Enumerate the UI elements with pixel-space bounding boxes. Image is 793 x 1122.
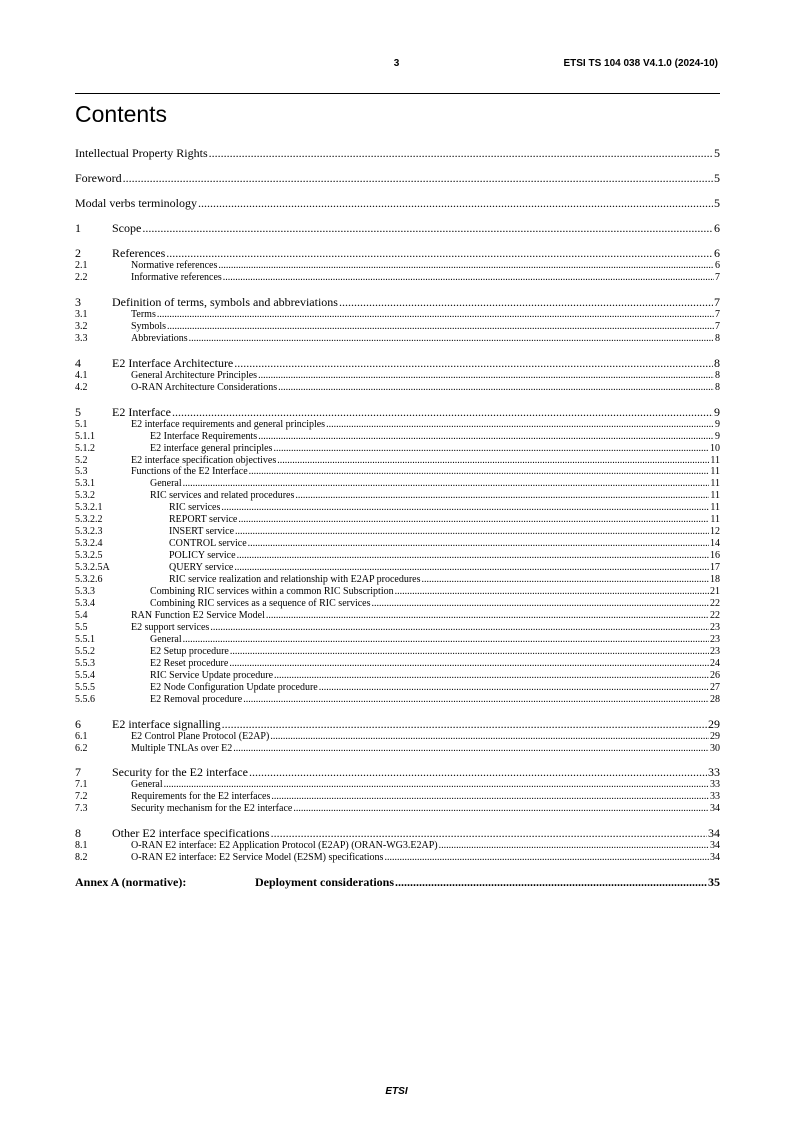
toc-entry-title: Security for the E2 interface — [112, 765, 248, 780]
toc-entry[interactable] — [75, 443, 720, 455]
toc-entry-page: 34 — [708, 826, 720, 841]
toc-entry-title: O-RAN E2 interface: E2 Service Model (E2SM) specifications — [131, 852, 384, 864]
toc-entry-page: 8 — [715, 332, 720, 344]
toc-entry-title: QUERY service — [169, 562, 234, 574]
toc-entry[interactable] — [75, 260, 720, 272]
toc-entry-page: 33 — [708, 765, 720, 780]
toc-dot-leader — [238, 514, 709, 526]
toc-entry-number: 4.1 — [75, 369, 88, 381]
toc-dot-leader — [273, 443, 709, 455]
toc-entry-title: Combining RIC services within a common RIC Subscription — [150, 586, 394, 598]
toc-entry-page: 7 — [715, 308, 720, 320]
toc-entry-number: 3.2 — [75, 320, 88, 332]
toc-dot-leader — [142, 221, 713, 235]
toc-entry-number: 5.5.4 — [75, 669, 95, 681]
toc-dot-leader — [230, 646, 709, 658]
toc-entry[interactable] — [75, 514, 720, 526]
toc-entry-title: E2 interface general principles — [150, 442, 273, 454]
toc-entry[interactable] — [75, 743, 720, 755]
toc-entry-number: Annex A (normative): — [75, 875, 187, 890]
toc-entry-title: E2 Removal procedure — [150, 693, 243, 705]
toc-dot-leader — [395, 586, 709, 598]
toc-entry-page: 34 — [710, 803, 720, 815]
toc-entry-title: Foreword — [75, 171, 122, 185]
toc-entry-number: 7.2 — [75, 791, 88, 803]
toc-dot-leader — [295, 490, 709, 502]
toc-entry[interactable] — [75, 171, 720, 185]
toc-entry-title: Security mechanism for the E2 interface — [131, 803, 293, 815]
toc-dot-leader — [183, 478, 710, 490]
toc-dot-leader — [235, 526, 709, 538]
toc-entry-number: 5.5 — [75, 621, 88, 633]
toc-dot-leader — [249, 765, 707, 779]
toc-entry-page: 9 — [714, 404, 720, 419]
toc-dot-leader — [234, 562, 709, 574]
toc-entry-title: CONTROL service — [169, 538, 247, 550]
toc-entry-page: 11 — [710, 454, 720, 466]
toc-entry[interactable] — [75, 526, 720, 538]
toc-entry-page: 7 — [715, 271, 720, 283]
toc-entry-title: E2 Interface Requirements — [150, 430, 258, 442]
toc-entry-number: 5.5.5 — [75, 681, 95, 693]
toc-dot-leader — [249, 466, 710, 478]
toc-entry[interactable] — [75, 405, 720, 419]
toc-entry[interactable] — [75, 272, 720, 284]
toc-entry-number: 5.5.2 — [75, 645, 95, 657]
toc-dot-leader — [293, 803, 709, 815]
toc-entry[interactable] — [75, 875, 720, 889]
toc-entry[interactable] — [75, 694, 720, 706]
toc-entry[interactable] — [75, 610, 720, 622]
toc-entry-number: 5.1.2 — [75, 442, 95, 454]
toc-entry-title: Modal verbs terminology — [75, 196, 197, 210]
toc-entry-number: 2 — [75, 246, 81, 260]
table-of-contents — [75, 146, 720, 889]
toc-dot-leader — [384, 852, 709, 864]
toc-entry[interactable] — [75, 321, 720, 333]
toc-dot-leader — [237, 550, 709, 562]
toc-entry[interactable] — [75, 466, 720, 478]
toc-dot-leader — [234, 356, 713, 370]
toc-dot-leader — [270, 731, 709, 743]
toc-entry-page: 22 — [710, 597, 720, 609]
toc-entry-title: General — [131, 779, 163, 791]
toc-dot-leader — [183, 634, 709, 646]
toc-entry-title: RIC services — [169, 502, 221, 514]
toc-entry-page: 14 — [710, 538, 720, 550]
toc-entry-page: 21 — [710, 586, 720, 598]
toc-entry-number: 3.3 — [75, 332, 88, 344]
toc-entry-title: RAN Function E2 Service Model — [131, 609, 265, 621]
toc-entry-title: E2 Node Configuration Update procedure — [150, 681, 318, 693]
toc-dot-leader — [274, 670, 709, 682]
toc-entry[interactable] — [75, 717, 720, 731]
toc-entry-page: 34 — [710, 852, 720, 864]
toc-entry-number: 5.3.2.2 — [75, 514, 103, 526]
toc-dot-leader — [271, 826, 707, 840]
toc-entry-page: 5 — [714, 171, 720, 185]
toc-entry[interactable] — [75, 562, 720, 574]
toc-entry-title: Definition of terms, symbols and abbreviations — [112, 294, 338, 309]
toc-entry-page: 24 — [710, 657, 720, 669]
toc-entry[interactable] — [75, 765, 720, 779]
toc-dot-leader — [167, 321, 714, 333]
toc-entry[interactable] — [75, 382, 720, 394]
toc-entry[interactable] — [75, 658, 720, 670]
toc-entry-title: Symbols — [131, 320, 167, 332]
toc-entry-page: 34 — [710, 840, 720, 852]
toc-entry-title: O-RAN E2 interface: E2 Application Protocol (E2AP) (ORAN-WG3.E2AP) — [131, 840, 438, 852]
toc-entry-title: Requirements for the E2 interfaces — [131, 791, 271, 803]
toc-entry-number: 5.4 — [75, 609, 88, 621]
toc-entry-title: INSERT service — [169, 526, 235, 538]
toc-entry-page: 29 — [710, 730, 720, 742]
toc-entry-page: 5 — [714, 146, 720, 160]
toc-entry-number: 7.3 — [75, 803, 88, 815]
toc-entry[interactable] — [75, 550, 720, 562]
toc-entry-title: E2 Control Plane Protocol (E2AP) — [131, 730, 270, 742]
toc-dot-leader — [166, 246, 713, 260]
toc-entry-title: Other E2 interface specifications — [112, 826, 270, 841]
toc-entry-number: 5.3 — [75, 466, 88, 478]
toc-entry-title: E2 interface signalling — [112, 716, 221, 731]
toc-entry-number: 5.3.2 — [75, 490, 95, 502]
toc-entry[interactable] — [75, 309, 720, 321]
toc-dot-leader — [278, 382, 714, 394]
toc-entry-number: 5.5.1 — [75, 633, 95, 645]
toc-entry[interactable] — [75, 622, 720, 634]
toc-entry-number: 5.5.3 — [75, 657, 95, 669]
toc-entry[interactable] — [75, 490, 720, 502]
toc-dot-leader — [221, 502, 709, 514]
toc-dot-leader — [248, 538, 709, 550]
toc-entry-number: 5.5.6 — [75, 693, 95, 705]
toc-entry-number: 2.2 — [75, 271, 88, 283]
toc-entry-title: General — [150, 478, 182, 490]
toc-entry-page: 10 — [710, 442, 720, 454]
toc-entry-page: 12 — [710, 526, 720, 538]
toc-entry-page: 5 — [714, 196, 720, 210]
toc-dot-leader — [258, 370, 714, 382]
toc-entry-number: 1 — [75, 221, 81, 235]
toc-entry[interactable] — [75, 731, 720, 743]
toc-entry-title: RIC services and related procedures — [150, 490, 295, 502]
toc-entry-number: 5.1 — [75, 418, 88, 430]
toc-dot-leader — [210, 622, 709, 634]
toc-entry-page: 9 — [715, 418, 720, 430]
toc-entry[interactable] — [75, 646, 720, 658]
toc-entry-page: 8 — [714, 355, 720, 370]
toc-entry[interactable] — [75, 478, 720, 490]
toc-dot-leader — [258, 431, 714, 443]
toc-entry-title: General Architecture Principles — [131, 369, 258, 381]
toc-entry-number: 8.1 — [75, 840, 88, 852]
toc-dot-leader — [123, 171, 713, 185]
toc-entry[interactable] — [75, 246, 720, 260]
toc-entry-number: 5.1.1 — [75, 430, 95, 442]
toc-entry-page: 23 — [710, 621, 720, 633]
toc-entry-number: 5 — [75, 404, 81, 419]
toc-entry[interactable] — [75, 803, 720, 815]
toc-dot-leader — [157, 309, 714, 321]
toc-entry-page: 18 — [710, 574, 720, 586]
toc-entry-title: Functions of the E2 Interface — [131, 466, 248, 478]
toc-entry-number: 5.3.4 — [75, 597, 95, 609]
toc-entry-number: 3.1 — [75, 308, 88, 320]
toc-entry-page: 6 — [714, 221, 720, 235]
toc-entry-title: References — [112, 246, 166, 260]
toc-entry[interactable] — [75, 431, 720, 443]
toc-entry-number: 5.3.2.3 — [75, 526, 103, 538]
toc-dot-leader — [189, 333, 714, 345]
toc-entry-number: 5.3.2.4 — [75, 538, 103, 550]
toc-entry[interactable] — [75, 852, 720, 864]
toc-entry-page: 11 — [710, 502, 720, 514]
toc-entry[interactable] — [75, 670, 720, 682]
toc-entry-title: E2 interface specification objectives — [131, 454, 277, 466]
toc-entry-title: RIC service realization and relationship with E2AP procedures — [169, 574, 421, 586]
toc-entry-title: General — [150, 633, 182, 645]
toc-entry-title: Multiple TNLAs over E2 — [131, 742, 233, 754]
toc-dot-leader — [223, 272, 714, 284]
toc-entry-number: 7.1 — [75, 779, 88, 791]
toc-entry-page: 26 — [710, 669, 720, 681]
toc-entry-number: 5.3.2.5A — [75, 562, 110, 574]
toc-entry-page: 9 — [715, 430, 720, 442]
toc-dot-leader — [233, 743, 709, 755]
toc-dot-leader — [439, 840, 709, 852]
toc-dot-leader — [198, 196, 713, 210]
toc-entry-number: 5.3.2.1 — [75, 502, 103, 514]
toc-dot-leader — [172, 405, 713, 419]
page-number: 3 — [393, 58, 400, 69]
toc-dot-leader — [395, 875, 707, 889]
toc-entry-page: 27 — [710, 681, 720, 693]
toc-entry[interactable] — [75, 779, 720, 791]
toc-dot-leader — [326, 419, 714, 431]
toc-entry-title: O-RAN Architecture Considerations — [131, 381, 278, 393]
toc-entry[interactable] — [75, 295, 720, 309]
toc-dot-leader — [422, 574, 710, 586]
toc-dot-leader — [277, 455, 709, 467]
toc-entry-title: Informative references — [131, 271, 222, 283]
toc-entry-title: POLICY service — [169, 550, 236, 562]
toc-entry-number: 6.1 — [75, 730, 88, 742]
toc-entry-number: 8 — [75, 826, 81, 841]
toc-entry-page: 11 — [710, 490, 720, 502]
toc-dot-leader — [372, 598, 709, 610]
toc-entry-title: E2 interface requirements and general principles — [131, 418, 326, 430]
toc-entry[interactable] — [75, 791, 720, 803]
toc-entry-page: 30 — [710, 742, 720, 754]
toc-entry-title: Intellectual Property Rights — [75, 146, 208, 160]
document-id: ETSI TS 104 038 V4.1.0 (2024-10) — [563, 58, 718, 69]
toc-dot-leader — [319, 682, 709, 694]
toc-dot-leader — [339, 295, 713, 309]
toc-dot-leader — [229, 658, 709, 670]
toc-dot-leader — [218, 260, 714, 272]
toc-entry-number: 2.1 — [75, 260, 88, 271]
toc-entry-page: 35 — [708, 875, 720, 890]
toc-entry-number: 5.2 — [75, 454, 88, 466]
toc-entry-page: 33 — [710, 779, 720, 791]
toc-entry[interactable] — [75, 586, 720, 598]
toc-entry-page: 29 — [708, 716, 720, 731]
toc-entry-page: 6 — [715, 260, 720, 271]
toc-entry-title: Deployment considerations — [255, 875, 394, 890]
toc-entry-page: 23 — [710, 645, 720, 657]
toc-entry-number: 4 — [75, 355, 81, 370]
toc-entry[interactable] — [75, 598, 720, 610]
toc-entry-title: E2 Setup procedure — [150, 645, 229, 657]
toc-entry[interactable] — [75, 574, 720, 586]
toc-entry-page: 17 — [710, 562, 720, 574]
toc-entry[interactable] — [75, 146, 720, 160]
toc-entry[interactable] — [75, 840, 720, 852]
toc-dot-leader — [271, 791, 709, 803]
toc-entry[interactable] — [75, 221, 720, 235]
toc-entry-page: 22 — [710, 609, 720, 621]
toc-entry[interactable] — [75, 333, 720, 345]
toc-entry-title: E2 Interface Architecture — [112, 355, 234, 370]
toc-entry-page: 33 — [710, 791, 720, 803]
toc-entry[interactable] — [75, 370, 720, 382]
toc-entry-page: 7 — [715, 320, 720, 332]
toc-entry-number: 6.2 — [75, 742, 88, 754]
toc-entry-page: 11 — [710, 478, 720, 490]
toc-entry-number: 6 — [75, 716, 81, 731]
toc-entry-title: E2 Interface — [112, 404, 171, 419]
toc-entry-number: 7 — [75, 765, 81, 780]
footer-org: ETSI — [385, 1086, 408, 1097]
toc-entry-page: 23 — [710, 633, 720, 645]
toc-entry[interactable] — [75, 196, 720, 210]
toc-entry-title: Terms — [131, 308, 156, 320]
toc-entry-page: 28 — [710, 693, 720, 705]
toc-entry-number: 5.3.1 — [75, 478, 95, 490]
toc-entry-number: 5.3.3 — [75, 586, 95, 598]
toc-entry-title: E2 Reset procedure — [150, 657, 229, 669]
toc-entry-page: 8 — [715, 369, 720, 381]
toc-entry-number: 8.2 — [75, 852, 88, 864]
toc-entry-title: E2 support services — [131, 621, 210, 633]
toc-entry[interactable] — [75, 356, 720, 370]
header-rule — [75, 93, 720, 94]
toc-entry-title: Scope — [112, 221, 142, 235]
toc-entry-page: 11 — [710, 466, 720, 478]
toc-dot-leader — [209, 146, 713, 160]
toc-dot-leader — [266, 610, 709, 622]
toc-entry-page: 16 — [710, 550, 720, 562]
toc-entry-page: 6 — [714, 246, 720, 260]
toc-entry[interactable] — [75, 419, 720, 431]
toc-entry-number: 3 — [75, 294, 81, 309]
toc-dot-leader — [243, 694, 709, 706]
toc-entry[interactable] — [75, 502, 720, 514]
toc-entry-title: REPORT service — [169, 514, 238, 526]
toc-entry-number: 4.2 — [75, 381, 88, 393]
toc-entry-title: Abbreviations — [131, 332, 188, 344]
toc-entry[interactable] — [75, 455, 720, 467]
toc-entry-number: 5.3.2.5 — [75, 550, 103, 562]
toc-entry[interactable] — [75, 826, 720, 840]
toc-entry[interactable] — [75, 682, 720, 694]
toc-dot-leader — [222, 717, 707, 731]
toc-entry-title: Combining RIC services as a sequence of RIC services — [150, 597, 371, 609]
toc-entry-page: 11 — [710, 514, 720, 526]
toc-dot-leader — [164, 779, 709, 791]
toc-entry[interactable] — [75, 538, 720, 550]
toc-entry-number: 5.3.2.6 — [75, 574, 103, 586]
toc-entry-page: 7 — [714, 294, 720, 309]
toc-entry[interactable] — [75, 634, 720, 646]
page-title: Contents — [75, 101, 168, 127]
toc-entry-title: RIC Service Update procedure — [150, 669, 274, 681]
toc-entry-page: 8 — [715, 381, 720, 393]
toc-entry-title: Normative references — [131, 260, 218, 271]
